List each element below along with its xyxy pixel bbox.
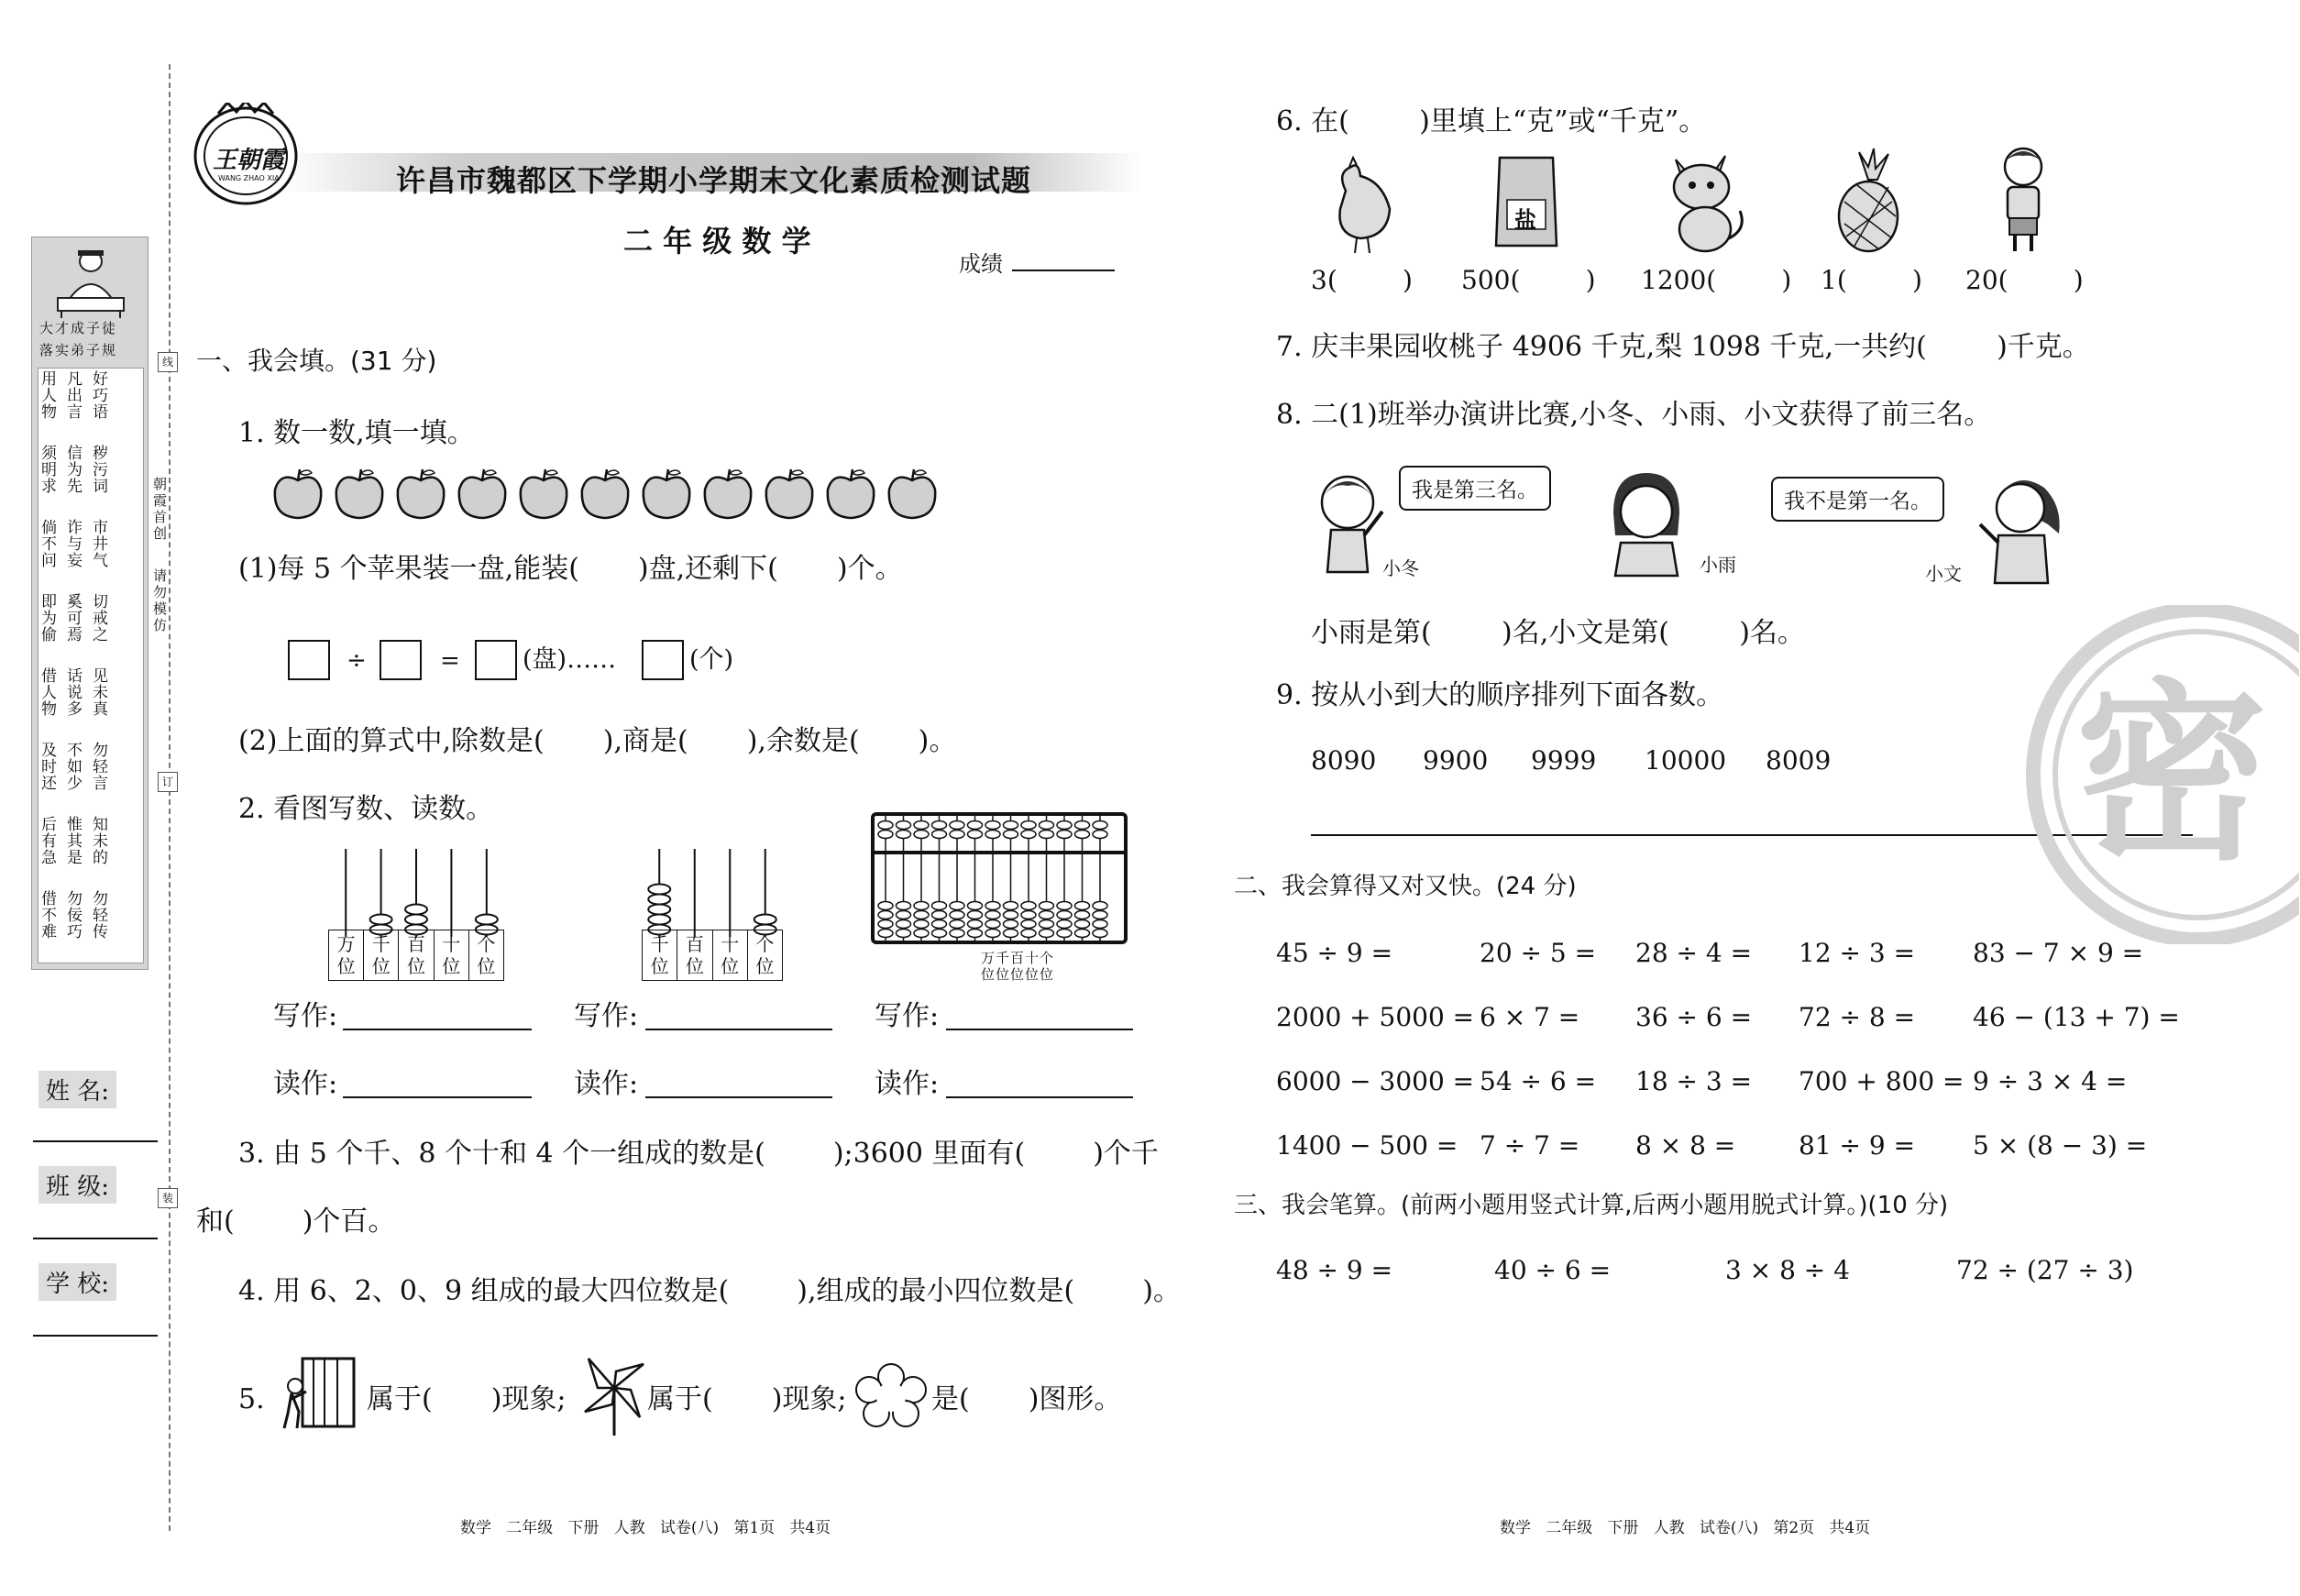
q8-stem: 8. 二(1)班举办演讲比赛,小冬、小雨、小文获得了前三名。 <box>1276 399 1992 431</box>
q1-part1 <box>238 553 903 585</box>
abacus-bead <box>1093 911 1107 919</box>
pineapple-icon <box>1833 147 1903 253</box>
q4-line <box>238 1275 1181 1307</box>
apple-row <box>271 466 950 521</box>
s3-item-4: 72 ÷ (27 ÷ 3) <box>1956 1255 2134 1285</box>
abacus-bead <box>878 831 893 839</box>
abacus-bead <box>985 930 1000 938</box>
q1-stem: 1. 数一数,填一填。 <box>238 417 475 449</box>
name-field[interactable] <box>33 1140 158 1142</box>
side-mark-no-copy: 请勿模仿 <box>151 568 168 634</box>
s3-item-3: 3 × 8 ÷ 4 <box>1725 1255 1850 1285</box>
traditional-abacus <box>871 812 1128 986</box>
q5-line <box>367 1383 567 1415</box>
abacus-bead <box>897 821 911 830</box>
arithmetic-problem: 20 ÷ 5 = <box>1480 938 1597 968</box>
q9-num-5: 8009 <box>1766 745 1832 776</box>
abacus-bead <box>1004 911 1018 919</box>
abacus-bead <box>1093 902 1107 910</box>
arithmetic-problem: 72 ÷ 8 = <box>1799 1002 1916 1032</box>
abacus-place-label: 百位 <box>399 930 434 980</box>
abacus-bead <box>897 930 911 938</box>
abacus-bead <box>985 821 1000 830</box>
q9-num-4: 10000 <box>1645 745 1727 776</box>
abacus-bead <box>1057 911 1072 919</box>
arithmetic-problem: 28 ÷ 4 = <box>1635 938 1753 968</box>
q1-part2-d: )。 <box>918 725 957 757</box>
q4-text-a: 4. 用 6、2、0、9 组成的最大四位数是( <box>238 1275 730 1307</box>
abacus-bead <box>476 915 498 925</box>
abacus-bead <box>932 920 947 929</box>
abacus-bead <box>968 930 983 938</box>
traditional-abacus-label-2: 位位位位位 <box>981 966 1055 983</box>
write-field-1[interactable] <box>343 1029 532 1030</box>
q1-part1-a: (1)每 5 个苹果装一盘,能装( <box>238 553 579 585</box>
abacus-place-label: 万位 <box>329 930 364 980</box>
abacus-bead <box>985 920 1000 929</box>
boy-icon <box>1989 143 2057 255</box>
sidebar-binding-strip <box>0 0 174 1596</box>
q7-text: 7. 庆丰果园收桃子 4906 千克,梨 1098 千克,一共约( )千克。 <box>1276 331 2090 363</box>
abacus-bead <box>968 911 983 919</box>
abacus-bead <box>1075 902 1090 910</box>
abacus-bead <box>648 915 670 925</box>
section2-heading: 二、我会算得又对又快。(24 分) <box>1234 873 1577 900</box>
maxim-column: 奚可焉 <box>63 593 82 643</box>
write-label-1: 写作: <box>273 1000 338 1032</box>
abacus-bead <box>897 902 911 910</box>
arithmetic-problem: 700 + 800 = <box>1799 1066 1964 1096</box>
abacus-bead <box>878 920 893 929</box>
maxim-column: 用人物 <box>38 370 56 420</box>
maxim-column: 勿轻言 <box>89 742 107 791</box>
abacus-4-digit-rods <box>642 845 783 937</box>
q6-item-salt[interactable]: 500( ) <box>1461 265 1596 295</box>
q3-text-e: )个百。 <box>302 1205 396 1238</box>
maxim-column: 后有急 <box>38 816 56 865</box>
abacus-bead <box>932 930 947 938</box>
abacus-bead <box>878 911 893 919</box>
abacus-bead <box>1075 821 1090 830</box>
q6-item-boy[interactable]: 20( ) <box>1965 265 2084 295</box>
maxim-column: 借人物 <box>38 667 56 717</box>
read-label-3: 读作: <box>875 1068 940 1100</box>
abacus-bead <box>932 911 947 919</box>
arithmetic-problem: 6 × 7 = <box>1480 1002 1580 1032</box>
div-sign: ÷ <box>347 647 367 675</box>
q5-text-c: 属于( <box>647 1383 713 1415</box>
margin-mark-line: 线 <box>158 352 178 372</box>
salt-bag-icon <box>1491 150 1562 253</box>
traditional-abacus-label-1: 万千百十个 <box>981 950 1055 966</box>
q1-part2-c: ),余数是( <box>746 725 860 757</box>
maxim-column: 话说多 <box>63 667 82 717</box>
abacus-bead <box>754 915 776 925</box>
abacus-bead <box>1057 920 1072 929</box>
girl-xiaowen-illustration <box>1971 469 2072 589</box>
abacus-bead <box>370 915 392 925</box>
q5-text-d: )现象; <box>771 1383 847 1415</box>
write-label-2: 写作: <box>574 1000 639 1032</box>
abacus-bead <box>648 885 670 895</box>
abacus-bead <box>968 831 983 839</box>
abacus-bead <box>968 902 983 910</box>
abacus-bead <box>985 831 1000 839</box>
abacus-bead <box>932 821 947 830</box>
exam-subtitle: 二 年 级 数 学 <box>623 224 811 259</box>
q6-item-kitten[interactable]: 1200( ) <box>1641 265 1792 295</box>
abacus-bead <box>1057 902 1072 910</box>
name-xiaowen: 小文 <box>1925 563 1962 585</box>
q5-num: 5. <box>238 1383 265 1415</box>
abacus-place-label: 个位 <box>477 933 496 977</box>
maxim-column: 借不难 <box>38 890 56 940</box>
chicken-icon <box>1327 154 1401 255</box>
footer-left: 数学 二年级 下册 人教 试卷(八) 第1页 共4页 <box>460 1519 831 1537</box>
maxim-column: 秽污词 <box>89 445 107 494</box>
school-field[interactable] <box>33 1335 158 1337</box>
abacus-bead <box>1093 831 1107 839</box>
q5-text-e: 是( <box>931 1383 970 1415</box>
item-unit: (个) <box>689 645 734 674</box>
maxim-column: 见未真 <box>89 667 107 717</box>
abacus-bead <box>1004 821 1018 830</box>
abacus-bead <box>985 911 1000 919</box>
abacus-bead <box>648 905 670 915</box>
abacus-bead <box>932 902 947 910</box>
q1-part2-b: ),商是( <box>602 725 688 757</box>
abacus-bead <box>968 821 983 830</box>
arithmetic-problem: 45 ÷ 9 = <box>1276 938 1393 968</box>
abacus-bead <box>968 920 983 929</box>
pinwheel-icon <box>579 1351 649 1436</box>
apple-icon <box>517 466 570 521</box>
abacus-5-digit-rods <box>328 845 504 937</box>
q3-text-c: )个千 <box>1093 1138 1159 1170</box>
write-label-3: 写作: <box>875 1000 940 1032</box>
abacus-bead <box>914 831 929 839</box>
abacus-bead <box>1021 821 1036 830</box>
abacus-bead <box>1021 920 1036 929</box>
arithmetic-problem: 2000 + 5000 = <box>1276 1002 1475 1032</box>
abacus-bead <box>1075 911 1090 919</box>
q9-stem: 9. 按从小到大的顺序排列下面各数。 <box>1276 679 1724 711</box>
maxim-column: 勿佞巧 <box>63 890 82 940</box>
logo-badge <box>191 103 310 208</box>
apple-icon <box>763 466 816 521</box>
section1-heading: 一、我会填。(31 分) <box>196 346 437 376</box>
abacus-bead <box>897 831 911 839</box>
abacus-bead <box>1040 920 1054 929</box>
bubble-xiaowen: 我不是第一名。 <box>1771 477 1944 522</box>
abacus-bead <box>405 915 427 925</box>
maxim-column: 切戒之 <box>89 593 107 643</box>
q3-text-b: );3600 里面有( <box>832 1138 1026 1170</box>
arithmetic-problem: 81 ÷ 9 = <box>1799 1130 1916 1161</box>
abacus-bead <box>950 902 964 910</box>
q5-line-2 <box>647 1383 847 1415</box>
q1-part1-b: )盘,还剩下( <box>637 553 778 585</box>
maxim-column: 惟其是 <box>63 816 82 865</box>
apple-icon <box>394 466 447 521</box>
abacus-bead <box>1040 930 1054 938</box>
arithmetic-problem: 7 ÷ 7 = <box>1480 1130 1580 1161</box>
abacus-bead <box>897 920 911 929</box>
score-field[interactable] <box>1012 270 1115 271</box>
abacus-place-label: 千位 <box>364 930 399 980</box>
maxim-column: 凡出言 <box>63 370 82 420</box>
write-field-3[interactable] <box>946 1029 1133 1030</box>
margin-mark-fold: 装 <box>158 1188 178 1208</box>
abacus-bead <box>1040 821 1054 830</box>
name-label: 姓 名: <box>39 1071 116 1108</box>
abacus-bead <box>1021 911 1036 919</box>
abacus-bead <box>1093 930 1107 938</box>
apple-icon <box>640 466 693 521</box>
abacus-place-label: 十位 <box>713 930 748 980</box>
arithmetic-problem: 83 − 7 × 9 = <box>1973 938 2144 968</box>
quotient-box[interactable] <box>475 640 517 680</box>
dividend-box[interactable] <box>288 640 330 680</box>
abacus-bead <box>1040 831 1054 839</box>
eq-sign: = <box>440 647 460 675</box>
divisor-box[interactable] <box>380 640 422 680</box>
abacus-bead <box>1040 911 1054 919</box>
q1-part2 <box>238 725 957 757</box>
q1-part1-c: )个。 <box>836 553 903 585</box>
side-mark-original: 朝霞首创 <box>151 477 168 543</box>
abacus-bead <box>878 930 893 938</box>
margin-mark-bind: 订 <box>158 772 178 792</box>
class-field[interactable] <box>33 1238 158 1239</box>
q6-item-chicken[interactable]: 3( ) <box>1311 265 1413 295</box>
abacus-bead <box>405 905 427 915</box>
abacus-bead <box>1075 831 1090 839</box>
stamp-glyph: 密 <box>2075 662 2269 886</box>
maxim-column: 须明求 <box>38 445 56 494</box>
abacus-bead <box>950 831 964 839</box>
arithmetic-problem: 1400 − 500 = <box>1276 1130 1458 1161</box>
flower-shape-icon <box>854 1362 928 1428</box>
abacus-bead <box>1021 831 1036 839</box>
arithmetic-problem: 8 × 8 = <box>1635 1130 1736 1161</box>
q9-num-2: 9900 <box>1423 745 1489 776</box>
kitten-icon <box>1657 147 1749 255</box>
maxim-column: 信为先 <box>63 445 82 494</box>
apple-icon <box>333 466 386 521</box>
abacus-bead <box>950 930 964 938</box>
class-label: 班 级: <box>39 1166 116 1204</box>
q5-line-3 <box>931 1383 1122 1415</box>
abacus-bead <box>1004 902 1018 910</box>
abacus-4-digit-labels <box>642 930 783 981</box>
arithmetic-problem: 54 ÷ 6 = <box>1480 1066 1597 1096</box>
maxim-column: 即为偷 <box>38 593 56 643</box>
section3-heading: 三、我会笔算。(前两小题用竖式计算,后两小题用脱式计算。)(10 分) <box>1234 1192 1949 1219</box>
arithmetic-problem: 12 ÷ 3 = <box>1799 938 1916 968</box>
fold-line <box>169 64 171 1531</box>
apple-icon <box>701 466 754 521</box>
q3-line2 <box>196 1205 396 1238</box>
q9-num-3: 9999 <box>1531 745 1597 776</box>
abacus-5-digit-labels <box>328 930 504 981</box>
abacus-bead <box>648 895 670 905</box>
q8-answer: 小雨是第( )名,小文是第( )名。 <box>1311 617 1805 649</box>
q4-text-c: )。 <box>1142 1275 1181 1307</box>
abacus-bead <box>950 911 964 919</box>
maxim-column: 诈与妄 <box>63 519 82 568</box>
abacus-bead <box>897 911 911 919</box>
abacus-bead <box>1004 920 1018 929</box>
abacus-bead <box>1057 831 1072 839</box>
banner-line-2: 落实弟子规 <box>39 342 118 358</box>
abacus-place-label: 十位 <box>435 930 469 980</box>
logo-subtext: WANG ZHAO XIA <box>218 174 280 182</box>
apple-icon <box>578 466 632 521</box>
confidential-stamp <box>2024 605 2299 944</box>
abacus-4-digit <box>642 845 783 983</box>
maxim-column: 倘不问 <box>38 519 56 568</box>
maxim-column: 不如少 <box>63 742 82 791</box>
q3-text-a: 3. 由 5 个千、8 个十和 4 个一组成的数是( <box>238 1138 765 1170</box>
abacus-bead <box>1004 930 1018 938</box>
abacus-bead <box>1021 930 1036 938</box>
salt-label: 盐 <box>1514 206 1536 233</box>
q1-part2-a: (2)上面的算式中,除数是( <box>238 725 545 757</box>
abacus-bead <box>950 920 964 929</box>
arithmetic-problem: 6000 − 3000 = <box>1276 1066 1475 1096</box>
arithmetic-problem: 18 ÷ 3 = <box>1635 1066 1753 1096</box>
abacus-bead <box>914 911 929 919</box>
abacus-place-label: 千位 <box>643 930 677 980</box>
read-field-3[interactable] <box>946 1096 1133 1098</box>
abacus-bead <box>1021 902 1036 910</box>
abacus-bead <box>1040 902 1054 910</box>
q6-item-pineapple[interactable]: 1( ) <box>1821 265 1922 295</box>
q6-stem: 6. 在( )里填上“克”或“千克”。 <box>1276 105 1707 138</box>
s3-item-2: 40 ÷ 6 = <box>1494 1255 1612 1285</box>
abacus-bead <box>932 831 947 839</box>
abacus-place-label: 百位 <box>677 930 712 980</box>
banner-line-1: 大才成子徒 <box>39 320 118 336</box>
name-xiaoyu: 小雨 <box>1700 554 1736 576</box>
q5-text-f: )图形。 <box>1028 1383 1122 1415</box>
name-xiaodong: 小冬 <box>1382 557 1419 579</box>
q2-stem: 2. 看图写数、读数。 <box>238 793 494 825</box>
boy-xiaodong-illustration <box>1311 469 1393 579</box>
abacus-bead <box>1057 821 1072 830</box>
window-slide-icon <box>275 1355 358 1432</box>
q5-text-b: )现象; <box>490 1383 567 1415</box>
q4-text-b: ),组成的最小四位数是( <box>797 1275 1075 1307</box>
abacus-bead <box>878 821 893 830</box>
arithmetic-problem: 5 × (8 − 3) = <box>1973 1130 2148 1161</box>
abacus-5-digit <box>328 845 504 983</box>
abacus-bead <box>950 821 964 830</box>
plate-unit: (盘)…… <box>523 645 617 674</box>
abacus-bead <box>878 902 893 910</box>
q3-text-d: 和( <box>196 1205 235 1238</box>
abacus-bead <box>914 902 929 910</box>
maxim-column: 及时还 <box>38 742 56 791</box>
abacus-bead <box>1075 920 1090 929</box>
s3-item-1: 48 ÷ 9 = <box>1276 1255 1393 1285</box>
logo-text: 王朝霞 <box>213 147 285 174</box>
maxim-column: 知未的 <box>89 816 107 865</box>
apple-icon <box>886 466 939 521</box>
read-field-2[interactable] <box>645 1096 832 1098</box>
footer-right: 数学 二年级 下册 人教 试卷(八) 第2页 共4页 <box>1500 1519 1871 1537</box>
remainder-box[interactable] <box>642 640 684 680</box>
arithmetic-problem: 9 ÷ 3 × 4 = <box>1973 1066 2128 1096</box>
scholar-illustration <box>49 245 133 318</box>
maxim-column: 好巧语 <box>89 370 107 420</box>
girl-xiaoyu-illustration <box>1601 468 1692 578</box>
bubble-xiaodong: 我是第三名。 <box>1399 466 1551 511</box>
abacus-bead <box>1004 831 1018 839</box>
abacus-bead <box>985 902 1000 910</box>
apple-icon <box>456 466 509 521</box>
abacus-bead <box>914 930 929 938</box>
abacus-bead <box>914 821 929 830</box>
abacus-bead <box>1093 920 1107 929</box>
maxim-column: 勿轻传 <box>89 890 107 940</box>
score-label: 成绩 <box>959 251 1003 277</box>
arithmetic-problem: 36 ÷ 6 = <box>1635 1002 1753 1032</box>
apple-icon <box>824 466 877 521</box>
write-field-2[interactable] <box>645 1029 832 1030</box>
school-label: 学 校: <box>39 1263 116 1301</box>
maxim-column: 市井气 <box>89 519 107 568</box>
apple-icon <box>271 466 325 521</box>
arithmetic-problem: 46 − (13 + 7) = <box>1973 1002 2180 1032</box>
header-banner <box>180 103 1151 198</box>
abacus-place-label: 个位 <box>755 933 775 977</box>
q3-line1 <box>238 1140 1159 1168</box>
read-field-1[interactable] <box>343 1096 532 1098</box>
abacus-bead <box>914 920 929 929</box>
abacus-bead <box>1075 930 1090 938</box>
exam-title: 许昌市魏都区下学期小学期末文化素质检测试题 <box>396 163 1032 198</box>
q5-text-a: 属于( <box>367 1383 433 1415</box>
read-label-2: 读作: <box>574 1068 639 1100</box>
q9-num-1: 8090 <box>1311 745 1377 776</box>
abacus-bead <box>1057 930 1072 938</box>
read-label-1: 读作: <box>273 1068 338 1100</box>
abacus-bead <box>1093 821 1107 830</box>
traditional-abacus-frame <box>871 812 1128 946</box>
